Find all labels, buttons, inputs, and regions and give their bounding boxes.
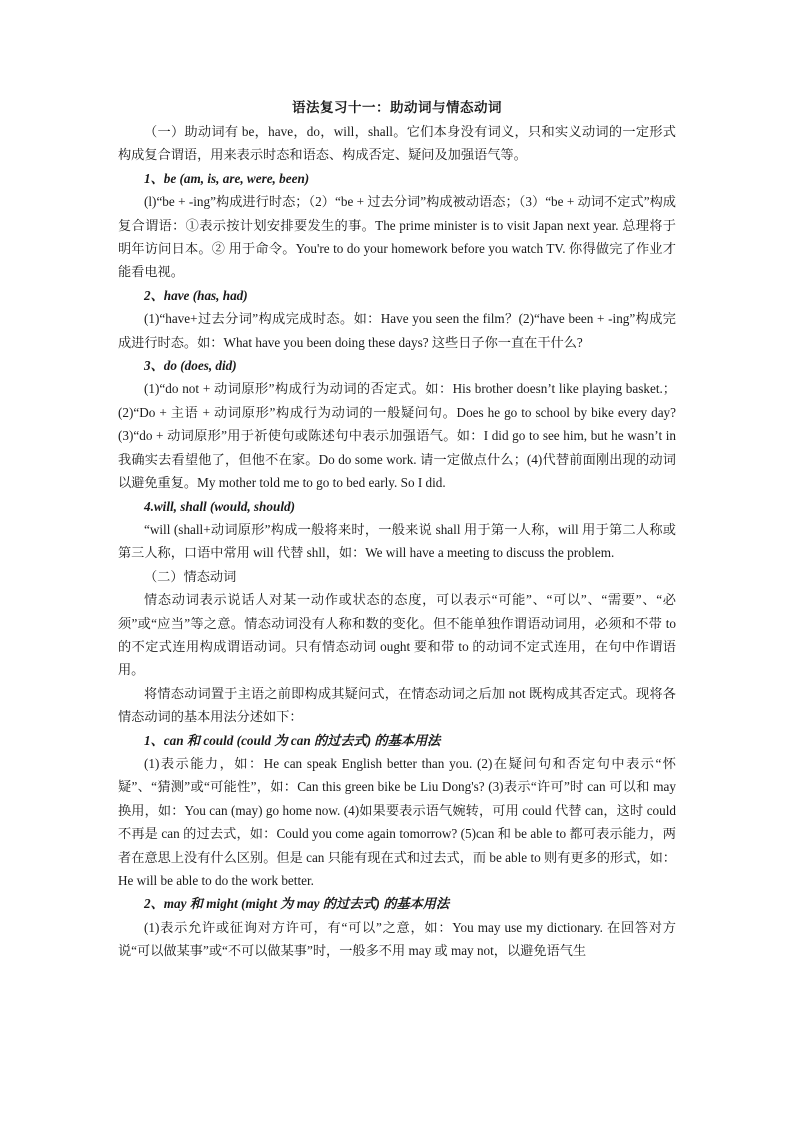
body-paragraph: (1)表示能力，如：He can speak English better than you. (2)在疑问句和否定句中表示“怀疑”、“猜测”或“可能性”，如：Can this green bike be Liu Dong's? (3)表示“许可”时 can 可以和 may 换用，如：You can (may) go home now. (4)如果要表示语气婉转，可用 could 代替 can，这时 could 不再是 can 的过去式，如：Could you come again tomorrow? (5)can 和 be able to 都可表示能力，两者在意思上没有什么区别。但是 can 只能有现在式和过去式，而 be able to 则有更多的形式，如：He will be able to do the work better.	[118, 755, 676, 888]
body-paragraph: (l)“be + -ing”构成进行时态；（2）“be + 过去分词”构成被动语态；（3）“be + 动词不定式”构成复合谓语：①表示按计划安排要发生的事。The prime minister is to visit Japan next year. 总理将于明年访问日本。② 用于命令。You're to do your homework before you watch TV. 你得做完了作业才能看电视。	[118, 194, 676, 280]
body-paragraph: （一）助动词有 be，have，do，will，shall。它们本身没有词义，只和实义动词的一定形式构成复合谓语，用来表示时态和语态、构成否定、疑问及加强语气等。	[118, 124, 676, 163]
paragraph-list	[118, 120, 676, 963]
body-paragraph: (1)表示允许或征询对方许可，有“可以”之意，如：You may use my dictionary. 在回答对方说“可以做某事”或“不可以做某事”时，一般多不用 may 或 may not，以避免语气生	[118, 919, 676, 959]
section-heading: 2、may 和 might (might 为 may 的过去式) 的基本用法	[144, 896, 450, 912]
section-heading: 4.will, shall (would, should)	[144, 498, 295, 514]
part-heading: （二）情态动词	[144, 568, 237, 584]
section-heading: 2、have (has, had)	[144, 287, 248, 303]
document-title: 语法复习十一：助动词与情态动词	[292, 100, 502, 116]
body-paragraph: (1)“have+过去分词”构成完成时态。如：Have you seen the film？(2)“have been + -ing”构成完成进行时态。如：What have you been doing these days? 这些日子你一直在干什么?	[118, 311, 676, 350]
document-body	[118, 96, 676, 963]
section-heading: 1、be (am, is, are, were, been)	[144, 170, 310, 186]
body-paragraph: 将情态动词置于主语之前即构成其疑问式，在情态动词之后加 not 既构成其否定式。现将各情态动词的基本用法分述如下：	[118, 685, 676, 725]
section-heading: 3、do (does, did)	[144, 358, 237, 374]
section-heading: 1、can 和 could (could 为 can 的过去式) 的基本用法	[144, 732, 441, 748]
body-paragraph: “will (shall+动词原形”构成一般将来时，一般来说 shall 用于第一人称，will 用于第二人称或第三人称，口语中常用 will 代替 shll，如：We will have a meeting to discuss the problem.	[118, 521, 676, 561]
body-paragraph: (1)“do not + 动词原形”构成行为动词的否定式。如：His brother doesn’t like playing basket.；(2)“Do + 主语 + 动词原形”构成行为动词的一般疑问句。Does he go to school by bike every day? (3)“do + 动词原形”用于祈使句或陈述句中表示加强语气。如：I did go to see him, but he wasn’t in 我确实去看望他了，但他不在家。Do do some work. 请一定做点什么；(4)代替前面刚出现的动词以避免重复。My mother told me to go to bed early. So I did.	[118, 381, 676, 491]
body-paragraph: 情态动词表示说话人对某一动作或状态的态度，可以表示“可能”、“可以”、“需要”、“必须”或“应当”等之意。情态动词没有人称和数的变化。但不能单独作谓语动词用，必须和不带 to 的不定式连用构成谓语动词。只有情态动词 ought 要和带 to 的动词不定式连用，在句中作谓语用。	[118, 592, 676, 678]
